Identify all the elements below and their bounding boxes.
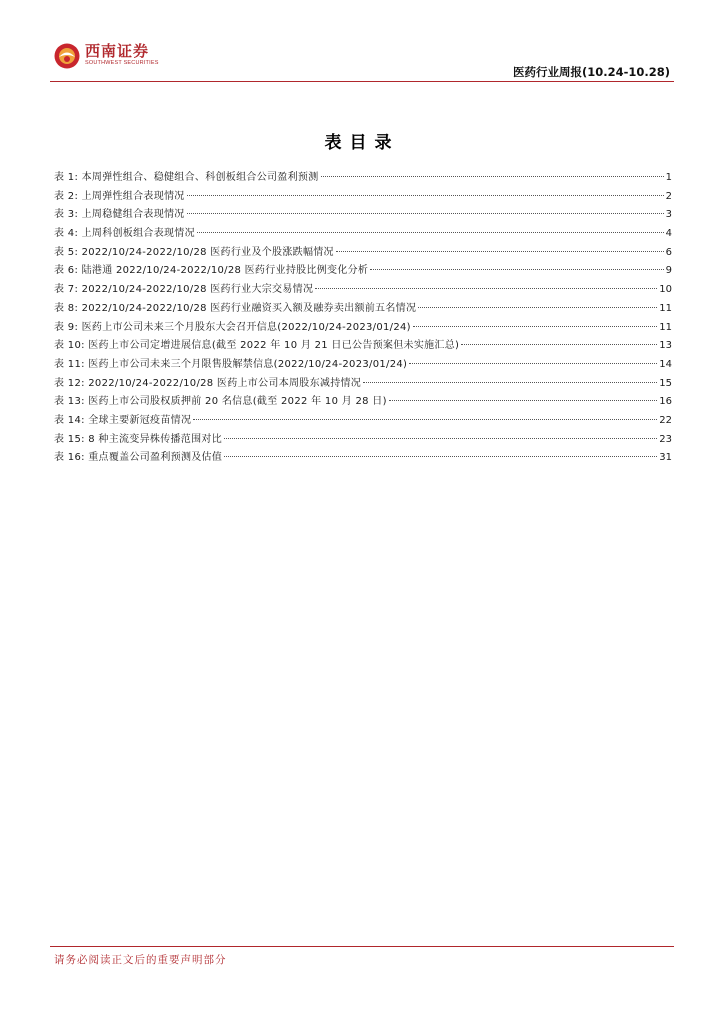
toc-dot-leader bbox=[193, 419, 657, 420]
toc-entry-page: 11 bbox=[659, 321, 672, 333]
toc-entry[interactable] bbox=[54, 448, 672, 467]
toc-entry-page: 2 bbox=[665, 190, 672, 202]
toc-entry-page: 6 bbox=[665, 246, 672, 258]
toc-entry-label: 表 15: 8 种主流变异株传播范围对比 bbox=[54, 433, 222, 445]
toc-entry-label: 表 3: 上周稳健组合表现情况 bbox=[54, 209, 185, 221]
toc-entry-page: 11 bbox=[659, 302, 672, 314]
toc-dot-leader bbox=[224, 456, 657, 457]
toc-entry-label: 表 13: 医药上市公司股权质押前 20 名信息(截至 2022 年 10 月 28 日) bbox=[54, 396, 387, 408]
toc-entry[interactable] bbox=[54, 430, 672, 449]
toc-entry-page: 31 bbox=[659, 452, 672, 464]
toc-entry[interactable] bbox=[54, 411, 672, 430]
logo-emblem-icon bbox=[54, 43, 80, 69]
toc-entry-label: 表 6: 陆港通 2022/10/24-2022/10/28 医药行业持股比例变化分析 bbox=[54, 265, 369, 277]
toc-dot-leader bbox=[321, 176, 664, 177]
report-title: 医药行业周报(10.24-10.28) bbox=[512, 65, 670, 79]
toc-entry-label: 表 11: 医药上市公司未来三个月限售股解禁信息(2022/10/24-2023/01/24) bbox=[54, 358, 408, 370]
toc-dot-leader bbox=[224, 438, 657, 439]
toc-entry-page: 23 bbox=[659, 433, 672, 445]
footer-notice: 请务必阅读正文后的重要声明部分 bbox=[54, 954, 227, 966]
toc-entry[interactable] bbox=[54, 187, 672, 206]
toc-entry-page: 4 bbox=[665, 228, 672, 240]
toc-dot-leader bbox=[413, 326, 657, 327]
toc-entry[interactable] bbox=[54, 224, 672, 243]
toc-dot-leader bbox=[187, 213, 664, 214]
toc-entry[interactable] bbox=[54, 318, 672, 337]
toc-entry[interactable] bbox=[54, 336, 672, 355]
toc-entry-label: 表 7: 2022/10/24-2022/10/28 医药行业大宗交易情况 bbox=[54, 284, 314, 296]
toc-entry-page: 9 bbox=[665, 265, 672, 277]
page-header bbox=[0, 0, 724, 84]
toc-dot-leader bbox=[315, 288, 657, 289]
toc-dot-leader bbox=[336, 251, 664, 252]
footer-divider bbox=[50, 946, 674, 947]
toc-dot-leader bbox=[363, 382, 657, 383]
toc-entry-label: 表 10: 医药上市公司定增进展信息(截至 2022 年 10 月 21 日已公告预案但未实施汇总) bbox=[54, 340, 460, 352]
toc-entry[interactable] bbox=[54, 299, 672, 318]
toc-dot-leader bbox=[370, 269, 663, 270]
toc-entry[interactable] bbox=[54, 168, 672, 187]
toc-entry[interactable] bbox=[54, 261, 672, 280]
toc-entry-label: 表 1: 本周弹性组合、稳健组合、科创板组合公司盈利预测 bbox=[54, 172, 319, 183]
toc-entry-page: 13 bbox=[659, 340, 672, 352]
logo-english-name: SOUTHWEST SECURITIES bbox=[85, 60, 159, 66]
toc-entry-label: 表 12: 2022/10/24-2022/10/28 医药上市公司本周股东减持情况 bbox=[54, 377, 362, 389]
toc-entry-page: 22 bbox=[659, 414, 672, 426]
toc-heading: 表目录 bbox=[324, 133, 400, 153]
logo-chinese-name: 西南证券 bbox=[85, 42, 150, 60]
toc-entry[interactable] bbox=[54, 243, 672, 262]
toc-entry-page: 16 bbox=[659, 396, 672, 408]
toc-entry-page: 14 bbox=[659, 358, 672, 370]
toc-entry[interactable] bbox=[54, 205, 672, 224]
company-logo bbox=[54, 43, 159, 69]
toc-entry[interactable] bbox=[54, 280, 672, 299]
toc-dot-leader bbox=[461, 344, 657, 345]
toc-dot-leader bbox=[418, 307, 657, 308]
toc-entry-label: 表 2: 上周弹性组合表现情况 bbox=[54, 190, 185, 202]
toc-entry[interactable] bbox=[54, 355, 672, 374]
toc-entry-label: 表 14: 全球主要新冠疫苗情况 bbox=[54, 414, 192, 426]
toc-dot-leader bbox=[389, 400, 657, 401]
toc-entry-label: 表 16: 重点覆盖公司盈利预测及估值 bbox=[54, 452, 223, 464]
toc-dot-leader bbox=[187, 195, 664, 196]
toc-entry-label: 表 4: 上周科创板组合表现情况 bbox=[54, 228, 195, 240]
toc-entry-page: 10 bbox=[659, 284, 672, 296]
toc-entry-label: 表 8: 2022/10/24-2022/10/28 医药行业融资买入额及融券卖出额前五名情况 bbox=[54, 302, 417, 314]
toc-entry-page: 15 bbox=[659, 377, 672, 389]
toc-dot-leader bbox=[197, 232, 664, 233]
toc-entry-label: 表 9: 医药上市公司未来三个月股东大会召开信息(2022/10/24-2023/01/24) bbox=[54, 321, 411, 333]
toc-entry[interactable] bbox=[54, 392, 672, 411]
table-of-contents bbox=[54, 168, 672, 467]
toc-entry[interactable] bbox=[54, 374, 672, 393]
header-divider bbox=[50, 81, 674, 82]
toc-entry-page: 3 bbox=[665, 209, 672, 221]
toc-dot-leader bbox=[409, 363, 657, 364]
toc-entry-label: 表 5: 2022/10/24-2022/10/28 医药行业及个股涨跌幅情况 bbox=[54, 246, 334, 258]
toc-entry-page: 1 bbox=[665, 172, 672, 183]
